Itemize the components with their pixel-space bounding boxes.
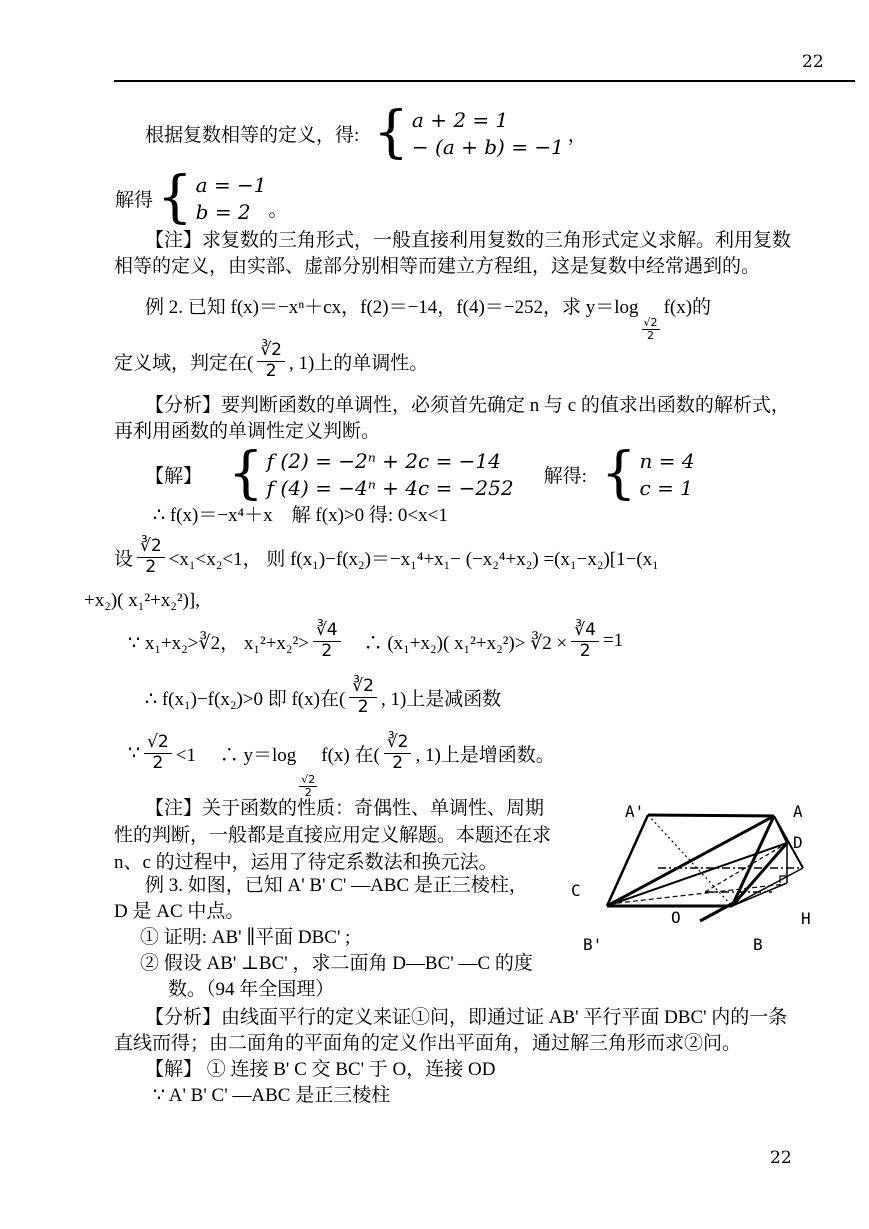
prism-figure xyxy=(565,790,865,960)
analysis3-line1: 【分析】由线面平行的定义来证①问，即通过证 AB' 平行平面 DBC' 内的一条 xyxy=(145,1007,788,1028)
example3-line2: D 是 AC 中点。 xyxy=(114,901,245,922)
left-brace: { xyxy=(228,440,264,506)
example3-line1: 例 3. 如图，已知 A' B' C' —ABC 是正三棱柱， xyxy=(145,875,528,896)
example2-text-d: , 1)上的单调性。 xyxy=(288,352,429,374)
set-pre: 设 xyxy=(114,548,134,570)
cbrt2-over-2-fraction xyxy=(349,677,377,717)
example2-line2 xyxy=(114,332,428,390)
cbrt2-over-2-fraction xyxy=(257,341,285,381)
final-text-b: <1 ∴ y＝log xyxy=(175,744,297,766)
fraction-numerator: √2 xyxy=(301,772,316,786)
label-b-prime: B' xyxy=(583,935,603,954)
cbrt2-over-2-fraction xyxy=(137,537,165,577)
log-base-fraction xyxy=(642,317,660,343)
header-rule xyxy=(114,80,855,82)
fraction-denominator: 2 xyxy=(265,360,277,381)
set-line xyxy=(114,528,659,586)
sys1-line1: f (2) = −2ⁿ + 2c = −14 xyxy=(266,448,501,473)
therefore-line xyxy=(145,668,501,726)
eq2-label: 解得 xyxy=(115,189,154,211)
sys2-line2: c = 1 xyxy=(639,475,693,500)
set-wrap-line: +x₂)( x₁²+x₂²)], xyxy=(84,590,201,611)
equation-block-2 xyxy=(115,164,288,230)
solution2-system1-lines xyxy=(267,449,514,500)
note2-line1: 【注】关于函数的性质：奇偶性、单调性、周期 xyxy=(145,798,545,819)
hidden-aprime-b xyxy=(648,815,732,906)
edge-aprime-a xyxy=(648,815,774,816)
final-text-a: ∵ xyxy=(128,742,141,764)
edge-a-d xyxy=(774,816,787,843)
solution2-systems xyxy=(145,440,695,506)
note1-line1: 【注】求复数的三角形式，一般直接利用复数的三角形式定义求解。利用复数 xyxy=(145,230,792,251)
fraction-numerator: √2 xyxy=(643,315,658,329)
eq1-line1: a + 2 = 1 xyxy=(411,107,509,132)
note2-line3: n、c 的过程中，运用了待定系数法和换元法。 xyxy=(114,852,498,873)
solution3-line1: 【解】 ① 连接 B' C 交 BC' 于 O，连接 OD xyxy=(145,1059,496,1080)
fraction-denominator: 2 xyxy=(304,786,312,800)
therefore-text-b: , 1)上是减函数 xyxy=(380,688,502,710)
solution2-system2 xyxy=(600,440,695,506)
analysis2-line1: 【分析】要判断函数的单调性，必须首先确定 n 与 c 的值求出函数的解析式， xyxy=(145,395,790,416)
solution2-label: 【解】 xyxy=(145,465,203,487)
fraction-numerator: ∛2 xyxy=(257,341,285,362)
edge-aprime-c xyxy=(607,815,648,906)
solution2-system2-lines xyxy=(640,449,695,500)
therefore-text-a: ∴ f(x₁)−f(x₂)>0 即 f(x)在( xyxy=(145,688,346,710)
eq2-line1: a = −1 xyxy=(195,172,267,197)
fraction-denominator: 2 xyxy=(357,696,369,717)
fraction-denominator: 2 xyxy=(579,640,591,661)
example3-item2: ② 假设 AB' ⊥BC' ，求二面角 D—BC' —C 的度 xyxy=(140,953,533,974)
final-text-c: f(x) 在( xyxy=(321,744,380,766)
example2-text-c: 定义域，判定在( xyxy=(114,352,254,374)
note2-line2: 性的判断，一般都是直接应用定义解题。本题还在求 xyxy=(114,825,552,846)
sqrt2-over-2-fraction xyxy=(144,733,172,773)
eq1-line2: − (a + b) = −1 xyxy=(411,134,564,159)
equation-block-1 xyxy=(145,100,587,166)
fraction-denominator: 2 xyxy=(152,752,164,773)
fraction-numerator: √2 xyxy=(144,733,172,754)
analysis3-line2: 直线而得；由二面角的平面角的定义作出平面角，通过解三角形而求②问。 xyxy=(114,1033,742,1054)
eq2-system xyxy=(157,164,267,230)
fraction-numerator: ∛4 xyxy=(313,621,341,642)
label-o: O xyxy=(671,908,681,927)
example2-text-b: f(x)的 xyxy=(663,296,712,318)
sys1-line2: f (4) = −4ⁿ + 4c = −252 xyxy=(266,475,514,500)
eq1-intro: 根据复数相等的定义，得: xyxy=(145,124,360,146)
set-post: <x₁<x₂<1， 则 f(x₁)−f(x₂)＝−x₁⁴+x₁− (−x₂⁴+x₂) =(x₁−x₂)[1−(x₁ xyxy=(168,548,659,570)
left-brace: { xyxy=(600,440,637,506)
cbrt4-over-2-fraction xyxy=(313,621,341,661)
solution2-mid: 解得: xyxy=(543,465,587,487)
solution3-line2: ∵ A' B' C' —ABC 是正三棱柱 xyxy=(153,1085,391,1106)
left-brace: { xyxy=(373,99,409,165)
label-h: H xyxy=(801,909,811,928)
solution2-system1 xyxy=(228,440,514,506)
fraction-numerator: ∛2 xyxy=(349,677,377,698)
fraction-denominator: 2 xyxy=(392,752,404,773)
label-c: C xyxy=(571,881,581,900)
label-a: A xyxy=(793,802,803,821)
label-d: D xyxy=(793,833,803,852)
because-line xyxy=(128,612,623,670)
eq2-period: 。 xyxy=(268,200,288,221)
edge-right-b xyxy=(732,868,803,906)
sys2-line1: n = 4 xyxy=(639,448,695,473)
eq1-system xyxy=(373,99,564,165)
note1-line2: 相等的定义，由实部、虚部分别相等而建立方程组，这是复数中经常遇到的。 xyxy=(114,256,761,277)
example3-item1: ① 证明: AB' ∥平面 DBC' ; xyxy=(140,927,351,948)
left-brace: { xyxy=(157,164,193,230)
eq2-line2: b = 2 xyxy=(195,199,251,224)
top-page-number: 22 xyxy=(802,52,824,72)
solution2-line3: ∴ f(x)＝−x⁴＋x 解 f(x)>0 得: 0<x<1 xyxy=(153,505,448,526)
analysis2-line2: 再利用函数的单调性定义判断。 xyxy=(114,421,381,442)
eq1-comma: ， xyxy=(567,124,587,146)
fraction-denominator: 2 xyxy=(321,640,333,661)
tick-segment xyxy=(700,901,737,921)
cbrt4-over-2-fraction xyxy=(571,621,599,661)
eq1-system-lines xyxy=(412,108,564,159)
fraction-numerator: ∛2 xyxy=(137,537,165,558)
because-text-b: ∴ (x₁+x₂)( x₁²+x₂²)> ∛2 × xyxy=(344,632,568,654)
eq2-system-lines xyxy=(196,173,267,224)
because-text-a: ∵ x₁+x₂>∛2， x₁²+x₂²> xyxy=(128,632,309,654)
example2-line1 xyxy=(145,283,712,343)
cbrt2-over-2-fraction xyxy=(384,733,412,773)
final-text-d: , 1)上是增函数。 xyxy=(415,744,555,766)
example3-item3: 数。（94 年全国理） xyxy=(168,979,335,1000)
bottom-page-number: 22 xyxy=(770,1148,792,1168)
because-text-c: =1 xyxy=(602,630,624,651)
example2-text-a: 例 2. 已知 f(x)＝−xⁿ＋cx，f(2)＝−14，f(4)＝−252，求 y＝log xyxy=(145,296,639,318)
final-line xyxy=(128,722,555,800)
label-a-prime: A' xyxy=(625,802,645,821)
fraction-denominator: 2 xyxy=(145,556,157,577)
dashed-c-foot xyxy=(609,884,785,904)
label-b: B xyxy=(753,935,763,954)
fraction-numerator: ∛4 xyxy=(571,621,599,642)
fraction-denominator: 2 xyxy=(647,329,655,343)
fraction-numerator: ∛2 xyxy=(384,733,412,754)
